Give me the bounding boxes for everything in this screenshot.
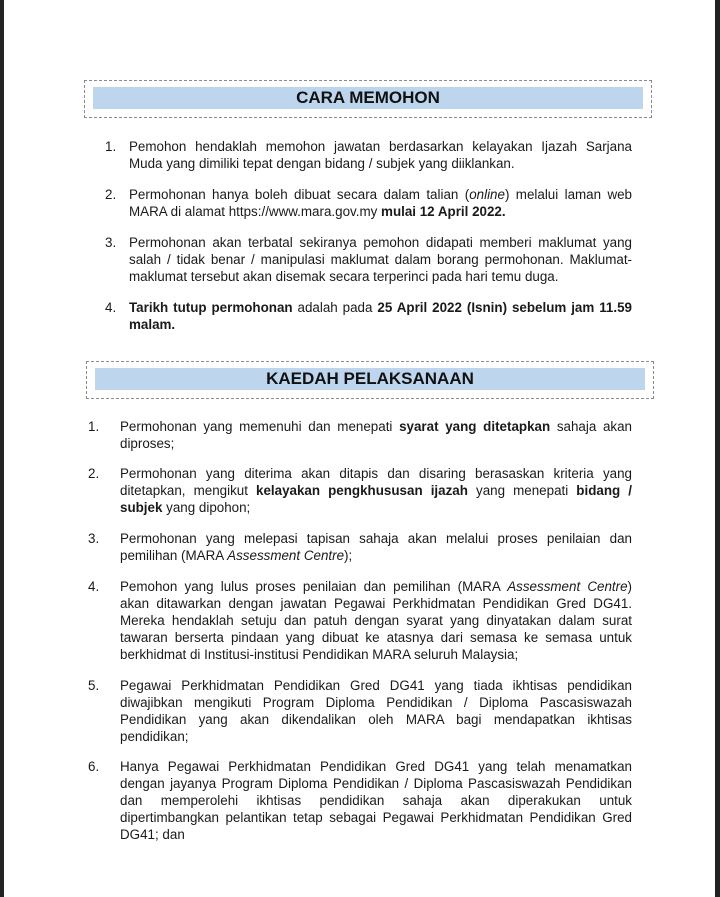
list-item-text [120, 530, 632, 564]
bold-text: Tarikh tutup permohonan [129, 300, 293, 315]
text-run: Pemohon yang lulus proses penilaian dan pemilihan (MARA [120, 579, 508, 594]
list-item [88, 677, 632, 745]
page-edge-left [0, 0, 4, 897]
list-item-text [120, 578, 632, 663]
bold-text: bidang / subjek [120, 483, 632, 515]
list-item [88, 578, 632, 663]
list-item [105, 186, 632, 220]
text-run: adalah pada [292, 300, 378, 315]
list-item-number: 4. [105, 300, 117, 315]
text-run: Hanya Pegawai Perkhidmatan Pendidikan Gred DG41 yang telah menamatkan dengan jayanya Program Diploma Pendidikan / Diploma Pascasiswazah Pendidikan dan memperolehi ikhtisas pendidikan sahaja akan diperakukan untuk dipertimbangkan pelantikan tetap sebagai Pegawai Perkhidmatan Pendidikan Gred DG41; dan [120, 759, 632, 842]
list-item [105, 234, 632, 285]
list-item-number: 3. [105, 235, 117, 250]
text-run: yang dipohon; [162, 500, 251, 515]
kaedah-pelaksanaan-list [88, 418, 632, 843]
cara-memohon-list [105, 138, 632, 333]
list-item-text [129, 234, 632, 285]
list-item-text [120, 418, 632, 452]
list-item [88, 758, 632, 843]
list-item-text [120, 465, 632, 516]
list-item-text [129, 138, 632, 172]
bold-text: kelayakan pengkhususan ijazah [256, 483, 468, 498]
section-title: KAEDAH PELAKSANAAN [95, 368, 645, 390]
bold-text: syarat yang ditetapkan [399, 419, 551, 434]
italic-text: Assessment Centre [227, 548, 345, 563]
list-item [88, 530, 632, 564]
list-item [105, 299, 632, 333]
italic-text: online [469, 187, 505, 202]
section-title: CARA MEMOHON [93, 87, 643, 109]
text-run: yang menepati [467, 483, 577, 498]
list-item-text [129, 186, 632, 220]
text-run: Permohonan yang melepasi tapisan sahaja akan melalui proses penilaian dan pemilihan (MARA [120, 531, 632, 563]
text-run: Permohonan hanya boleh dibuat secara dalam talian ( [129, 187, 470, 202]
text-run: ) akan ditawarkan dengan jawatan Pegawai Perkhidmatan Pendidikan Gred DG41. Mereka hendaklah setuju dan patuh dengan syarat yang dinyatakan dalam surat tawaran berserta pindaan yang dibuat ke atasnya dari semasa ke semasa untuk berkhidmat di Institusi-institusi Pendidikan MARA seluruh Malaysia; [120, 579, 633, 662]
list-item [105, 138, 632, 172]
text-run: sahaja akan diproses; [120, 419, 633, 451]
bold-text: 25 April 2022 (Isnin) sebelum jam 11.59 malam. [129, 300, 632, 332]
text-run: ) melalui laman web MARA di alamat https://www.mara.gov.my [129, 187, 633, 219]
text-run: Pegawai Perkhidmatan Pendidikan Gred DG41 yang tiada ikhtisas pendidikan diwajibkan mengikuti Program Diploma Pendidikan / Diploma Pascasiswazah Pendidikan yang akan dikendalikan oleh MARA bagi mendapatkan ikhtisas pendidikan; [120, 678, 632, 744]
list-item-number: 1. [105, 139, 117, 154]
list-item-number: 5. [88, 678, 100, 693]
list-item-number: 2. [105, 187, 117, 202]
list-item-number: 4. [88, 579, 100, 594]
text-run: Permohonan yang diterima akan ditapis dan disaring berasaskan kriteria yang ditetapkan, mengikut [120, 466, 632, 498]
list-item-number: 3. [88, 531, 100, 546]
section-kaedah-pelaksanaan-header [86, 361, 654, 399]
list-item-text [120, 677, 632, 745]
text-run: ); [344, 548, 353, 563]
list-item [88, 465, 632, 516]
text-run: Permohonan akan terbatal sekiranya pemohon didapati memberi maklumat yang salah / tidak benar / manipulasi maklumat dalam borang permohonan. Maklumat-maklumat tersebut akan disemak secara terperinci pada hari temu duga. [129, 235, 632, 284]
list-item-number: 6. [88, 759, 100, 774]
list-item [88, 418, 632, 452]
page-edge-right [715, 0, 720, 897]
text-run: Pemohon hendaklah memohon jawatan berdasarkan kelayakan Ijazah Sarjana Muda yang dimiliki tepat dengan bidang / subjek yang diiklankan. [129, 139, 632, 171]
bold-text: mulai 12 April 2022. [381, 204, 506, 219]
list-item-number: 2. [88, 466, 100, 481]
italic-text: Assessment Centre [507, 579, 628, 594]
section-cara-memohon-header [84, 80, 652, 118]
list-item-number: 1. [88, 419, 100, 434]
text-run: Permohonan yang memenuhi dan menepati [120, 419, 400, 434]
list-item-text [129, 299, 632, 333]
list-item-text [120, 758, 632, 843]
